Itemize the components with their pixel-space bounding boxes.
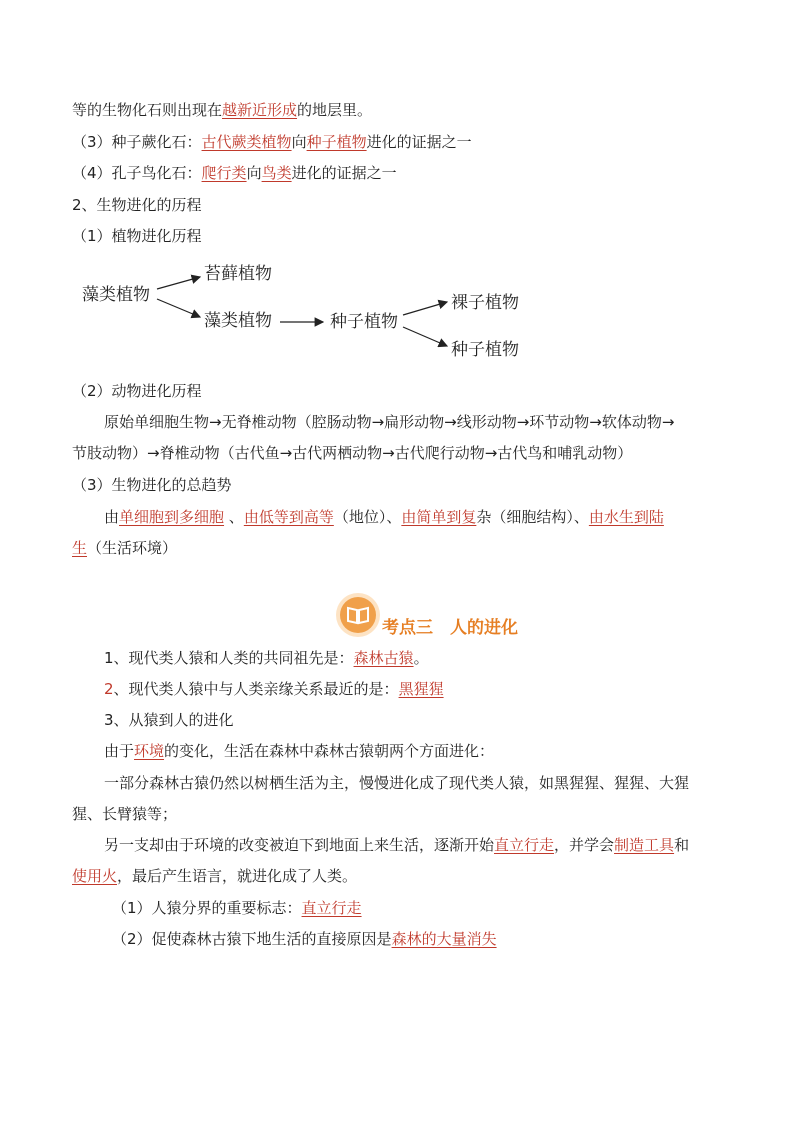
node-algae: 藻类植物	[82, 285, 150, 305]
answer-text: 生	[72, 539, 88, 557]
text: 和	[674, 836, 690, 854]
text: 另一支却由于环境的改变被迫下到地面上来生活，逐渐开始	[104, 836, 495, 854]
trend-line-2	[72, 538, 177, 558]
book-icon	[340, 597, 376, 633]
answer-text: 鸟类	[261, 164, 292, 182]
arrow	[403, 327, 447, 346]
answer-text: 使用火	[72, 867, 118, 885]
point-4	[104, 741, 494, 761]
subsection-heading: （1）植物进化历程	[72, 227, 202, 245]
answer-text: 单细胞到多细胞	[119, 508, 225, 526]
text: （4）孔子鸟化石：	[72, 164, 202, 182]
text: 杂（细胞结构）、	[476, 508, 589, 526]
text: （地位）、	[333, 508, 402, 526]
text: 向	[246, 164, 262, 182]
answer-text: 黑猩猩	[398, 680, 444, 698]
answer-text: 森林古猿	[353, 649, 414, 667]
text: 进化的证据之一	[291, 164, 397, 182]
text: 由于	[104, 742, 135, 760]
point-3: 3、从猿到人的进化	[104, 711, 234, 729]
answer-text: 环境	[134, 742, 165, 760]
animal-evolution-line-1: 原始单细胞生物→无脊椎动物（腔肠动物→扁形动物→线形动物→环节动物→软体动物→	[104, 413, 675, 431]
text: ，并学会	[554, 836, 615, 854]
text: 。	[413, 649, 429, 667]
point-2	[104, 679, 444, 699]
subsection-heading: （3）生物进化的总趋势	[72, 476, 232, 494]
node-seed-plant: 种子植物	[330, 312, 398, 332]
text: 等的生物化石则出现在	[72, 101, 223, 119]
text: ）促使森林古猿下地生活的直接原因是	[136, 930, 392, 948]
text: （3）种子蕨化石：	[72, 133, 202, 151]
text: 进化的证据之一	[366, 133, 472, 151]
paragraph-humans-cont	[72, 866, 357, 886]
answer-text: 由水生到陆	[588, 508, 664, 526]
paragraph-confuciusornis	[72, 163, 397, 183]
paragraph-seed-fern	[72, 132, 472, 152]
paragraph-humans	[104, 835, 689, 855]
text: 的地层里。	[297, 101, 373, 119]
answer-text: 直立行走	[494, 836, 555, 854]
node-fern: 藻类植物	[204, 311, 272, 331]
answer-text: 越新近形成	[222, 101, 298, 119]
text: 由	[104, 508, 120, 526]
text: 、现代类人猿中与人类亲缘关系最近的是：	[113, 680, 399, 698]
node-angiosperm: 种子植物	[451, 340, 519, 360]
answer-text: 森林的大量消失	[391, 930, 497, 948]
point-1	[104, 648, 429, 668]
answer-text: 古代蕨类植物	[201, 133, 292, 151]
arrow	[403, 302, 447, 315]
plant-evolution-diagram	[0, 255, 794, 375]
text: （生活环境）	[87, 539, 178, 557]
paragraph-apes: 一部分森林古猿仍然以树栖生活为主，慢慢进化成了现代类人猿，如黑猩猩、猩猩、大猩	[104, 774, 690, 792]
answer-text: 由低等到高等	[243, 508, 334, 526]
text: 2	[104, 680, 114, 698]
text: 、	[224, 508, 244, 526]
subsection-heading: （2）动物进化历程	[72, 382, 202, 400]
paragraph-fossil-age	[72, 100, 372, 120]
arrow	[157, 277, 200, 289]
answer-text: 种子植物	[306, 133, 367, 151]
answer-text: 直立行走	[301, 899, 362, 917]
text: （1）人猿分界的重要标志：	[112, 899, 302, 917]
text: ，最后产生语言，就进化成了人类。	[117, 867, 358, 885]
answer-text: 制造工具	[614, 836, 675, 854]
text: 向	[291, 133, 307, 151]
node-gymnosperm: 裸子植物	[451, 293, 519, 313]
section-title-human-evolution: 考点三 人的进化	[382, 618, 518, 638]
text: 的变化，生活在森林中森林古猿朝两个方面进化：	[164, 742, 495, 760]
trend-line-1	[104, 507, 664, 527]
text: （2	[112, 930, 137, 948]
section-heading: 2、生物进化的历程	[72, 196, 202, 214]
answer-text: 由简单到复	[401, 508, 477, 526]
paragraph-apes-cont: 猩、长臂猿等；	[72, 805, 178, 823]
node-moss: 苔藓植物	[204, 264, 272, 284]
animal-evolution-line-2: 节肢动物）→脊椎动物（古代鱼→古代两栖动物→古代爬行动物→古代鸟和哺乳动物）	[72, 444, 633, 462]
sub-point-2	[112, 929, 497, 949]
answer-text: 爬行类	[201, 164, 247, 182]
sub-point-1	[112, 898, 362, 918]
text: 1、现代类人猿和人类的共同祖先是：	[104, 649, 354, 667]
arrow	[157, 299, 200, 317]
